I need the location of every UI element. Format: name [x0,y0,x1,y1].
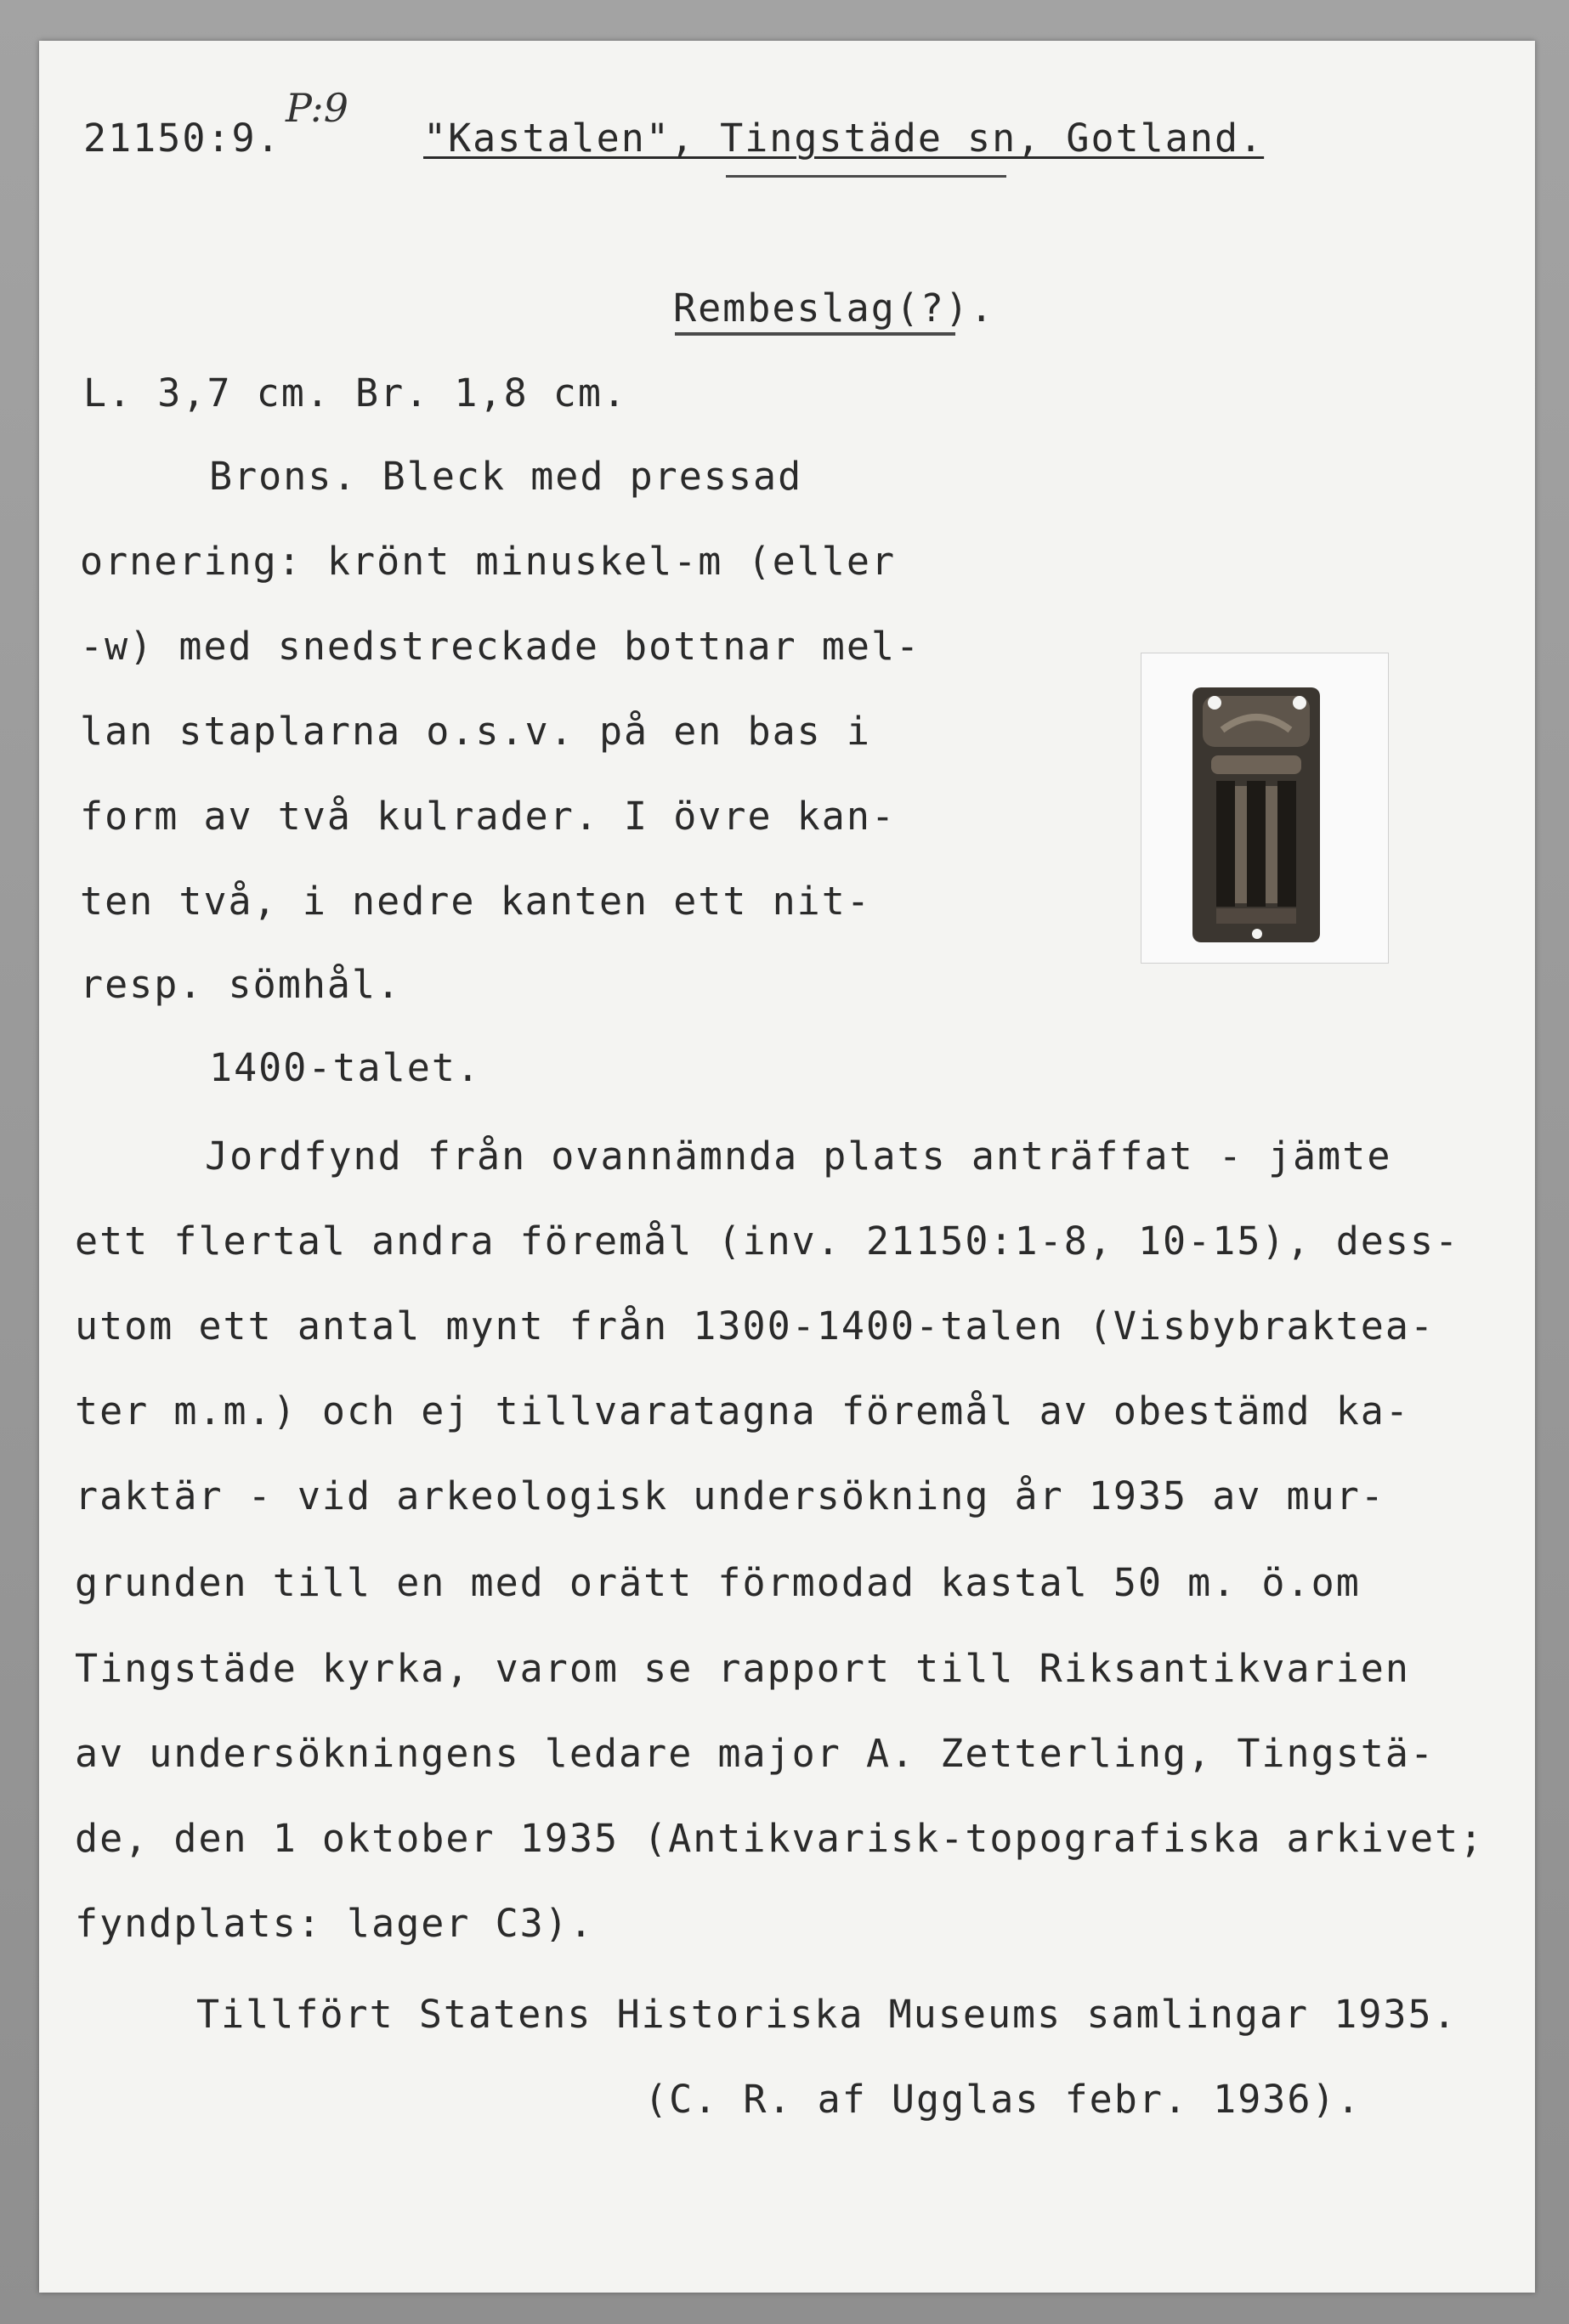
find-line: fyndplats: lager C3). [75,1901,594,1946]
catalog-card [39,41,1535,2293]
mounted-photo [1141,653,1389,964]
description-line: -w) med snedstreckade bottnar mel- [80,624,921,669]
handwritten-mark: P:9 [286,85,349,131]
description-line: lan staplarna o.s.v. på en bas i [80,709,871,754]
find-location: "Kastalen", Tingstäde sn, Gotland. [423,116,1265,161]
find-line: Jordfynd från ovannämnda plats anträffat - jämte [205,1134,1392,1179]
description-line: Brons. Bleck med pressad [209,454,803,499]
find-line: raktär - vid arkeologisk undersökning år 1935 av mur- [75,1473,1385,1518]
acquisition-note: Tillfört Statens Historiska Museums samlingar 1935. [196,1992,1458,2037]
find-line: ett flertal andra föremål (inv. 21150:1-8, 10-15), dess- [75,1219,1460,1264]
dating: 1400-talet. [209,1045,482,1090]
location-underline [726,175,1006,178]
mount-photo-icon [1141,653,1388,963]
find-line: av undersökningens ledare major A. Zetterling, Tingstä- [75,1731,1436,1776]
dimensions: L. 3,7 cm. Br. 1,8 cm. [83,370,628,416]
description-line: resp. sömhål. [80,962,402,1007]
find-line: de, den 1 oktober 1935 (Antikvarisk-topografiska arkivet; [75,1816,1485,1861]
description-line: ten två, i nedre kanten ett nit- [80,879,871,924]
find-line: ter m.m.) och ej tillvaratagna föremål av obestämd ka- [75,1388,1410,1433]
object-title: Rembeslag(?). [673,286,995,331]
find-line: utom ett antal mynt från 1300-1400-talen (Visbybraktea- [75,1303,1436,1349]
description-line: ornering: krönt minuskel-m (eller [80,539,897,584]
description-line: form av två kulrader. I övre kan- [80,794,897,839]
author-note: (C. R. af Ugglas febr. 1936). [644,2077,1362,2122]
find-line: Tingstäde kyrka, varom se rapport till Riksantikvarien [75,1646,1410,1691]
inventory-number: 21150:9. [83,116,281,161]
title-underline [675,332,955,336]
find-line: grunden till en med orätt förmodad kastal 50 m. ö.om [75,1560,1361,1605]
